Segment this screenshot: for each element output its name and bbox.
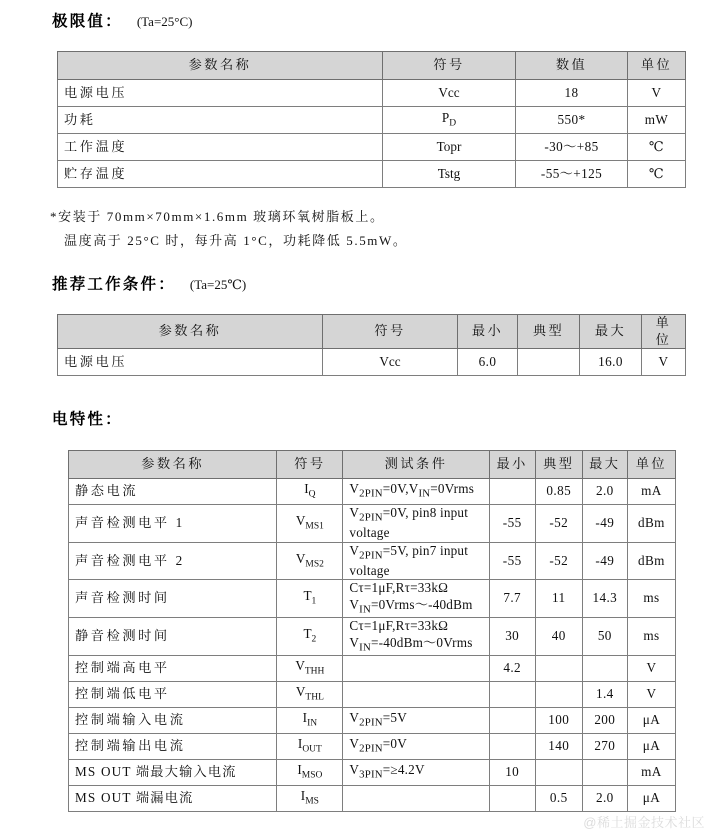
cell-test-condition: Cτ=1μF,Rτ=33kΩ $V_{IN}=0Vrms\sim-40dBm$ <box>343 580 489 618</box>
cell-min: 30 <box>489 618 535 656</box>
cell-symbol: Vcc <box>383 80 516 107</box>
cell-parameter: 静音检测时间 <box>69 618 277 656</box>
cell-min <box>489 785 535 811</box>
limits-table <box>57 51 686 188</box>
footnote-1: *安装于 70mm×70mm×1.6mm 玻璃环氧树脂板上。 <box>50 209 385 224</box>
electrical-characteristics-table <box>68 450 676 812</box>
cell-test-condition: Cτ=1μF,Rτ=33kΩ $V_{IN}=-40dBm\sim 0Vrms$ <box>343 618 489 656</box>
cell-unit: dBm <box>627 505 675 543</box>
cell-value: -55～+125 <box>516 161 628 188</box>
column-header-min: 最小 <box>458 315 518 349</box>
cell-unit: μA <box>627 785 675 811</box>
cell-max: -49 <box>582 542 627 580</box>
column-header-symbol: 符号 <box>323 315 458 349</box>
column-header-parameter: 参数名称 <box>69 451 277 479</box>
recommended-conditions-table <box>57 314 686 376</box>
cell-typ: -52 <box>535 542 582 580</box>
cell-typ: 100 <box>535 707 582 733</box>
table-row <box>69 542 676 580</box>
cell-unit: dBm <box>627 542 675 580</box>
section-heading-recommended <box>52 272 246 294</box>
cell-unit: ℃ <box>628 161 686 188</box>
cell-parameter: 声音检测电平 2 <box>69 542 277 580</box>
cell-symbol: $I_Q$ <box>277 479 343 505</box>
table-row <box>69 655 676 681</box>
cell-min <box>489 707 535 733</box>
table-header-row <box>58 315 686 349</box>
cell-typ: 40 <box>535 618 582 656</box>
cell-max: 14.3 <box>582 580 627 618</box>
cell-symbol: $I_{IN}$ <box>277 707 343 733</box>
cell-max: 1.4 <box>582 681 627 707</box>
cell-typ: 0.5 <box>535 785 582 811</box>
column-header-max: 最大 <box>580 315 642 349</box>
cell-symbol: $T_1$ <box>277 580 343 618</box>
cell-symbol: $T_2$ <box>277 618 343 656</box>
limits-footnotes <box>50 205 407 253</box>
table-row <box>58 80 686 107</box>
table-row <box>69 580 676 618</box>
column-header-parameter: 参数名称 <box>58 315 323 349</box>
cell-min: -55 <box>489 542 535 580</box>
table-row <box>69 505 676 543</box>
cell-symbol: $I_{MSO}$ <box>277 759 343 785</box>
column-header-typ: 典型 <box>518 315 580 349</box>
table-header-row <box>69 451 676 479</box>
cell-parameter: 电源电压 <box>58 349 323 376</box>
watermark: @稀土掘金技术社区 <box>583 815 705 830</box>
cell-test-condition <box>343 681 489 707</box>
column-header-symbol: 符号 <box>383 52 516 80</box>
cell-max <box>582 655 627 681</box>
footnote-2: 温度高于 25°C 时，每升高 1°C，功耗降低 5.5mW。 <box>64 233 408 249</box>
cell-max: 2.0 <box>582 479 627 505</box>
cell-min <box>489 681 535 707</box>
cell-test-condition <box>343 785 489 811</box>
table-row <box>69 733 676 759</box>
column-header-max: 最大 <box>582 451 627 479</box>
cell-unit: μA <box>627 707 675 733</box>
cell-min: 7.7 <box>489 580 535 618</box>
cell-symbol: $I_{MS}$ <box>277 785 343 811</box>
cell-value: 18 <box>516 80 628 107</box>
cell-unit: mA <box>627 479 675 505</box>
cell-min: 4.2 <box>489 655 535 681</box>
cell-test-condition: $V_{2PIN}=0V$ <box>343 733 489 759</box>
cell-parameter: 声音检测电平 1 <box>69 505 277 543</box>
cell-parameter: 工作温度 <box>58 134 383 161</box>
column-header-unit: 单位 <box>627 451 675 479</box>
table-row <box>58 134 686 161</box>
table-row <box>58 349 686 376</box>
cell-parameter: 控制端高电平 <box>69 655 277 681</box>
cell-unit: μA <box>627 733 675 759</box>
cell-parameter: 电源电压 <box>58 80 383 107</box>
cell-symbol: Tstg <box>383 161 516 188</box>
cell-unit: ms <box>627 618 675 656</box>
cell-max: 270 <box>582 733 627 759</box>
cell-typ: 11 <box>535 580 582 618</box>
cell-value: -30～+85 <box>516 134 628 161</box>
cell-test-condition: $V_{3PIN}=\ge 4.2V$ <box>343 759 489 785</box>
cell-test-condition <box>343 655 489 681</box>
table-row <box>69 479 676 505</box>
column-header-symbol: 符号 <box>277 451 343 479</box>
table-row <box>58 107 686 134</box>
table-row <box>69 618 676 656</box>
cell-typ <box>535 759 582 785</box>
cell-parameter: MS OUT 端最大输入电流 <box>69 759 277 785</box>
table-row <box>69 681 676 707</box>
cell-symbol: Topr <box>383 134 516 161</box>
table-row <box>69 759 676 785</box>
cell-unit: V <box>642 349 686 376</box>
cell-parameter: 控制端输出电流 <box>69 733 277 759</box>
section-heading-limits <box>52 9 192 31</box>
cell-symbol: $V_{THH}$ <box>277 655 343 681</box>
column-header-unit: 单位 <box>642 315 686 349</box>
cell-typ: -52 <box>535 505 582 543</box>
cell-typ <box>535 655 582 681</box>
column-header-min: 最小 <box>489 451 535 479</box>
column-header-unit: 单位 <box>628 52 686 80</box>
cell-typ <box>518 349 580 376</box>
table-row <box>58 161 686 188</box>
table-row <box>69 785 676 811</box>
column-header-parameter: 参数名称 <box>58 52 383 80</box>
cell-max: 200 <box>582 707 627 733</box>
cell-min: -55 <box>489 505 535 543</box>
cell-parameter: MS OUT 端漏电流 <box>69 785 277 811</box>
cell-value: 550* <box>516 107 628 134</box>
cell-parameter: 贮存温度 <box>58 161 383 188</box>
cell-unit: mW <box>628 107 686 134</box>
cell-symbol: $V_{THL}$ <box>277 681 343 707</box>
cell-max: -49 <box>582 505 627 543</box>
section-condition-limits: (Ta=25°C) <box>136 14 193 29</box>
cell-test-condition: $V_{2PIN}=0V$, pin8 input voltage <box>343 505 489 543</box>
cell-unit: ℃ <box>628 134 686 161</box>
section-condition-recommended: (Ta=25℃) <box>189 277 247 292</box>
cell-unit: V <box>627 681 675 707</box>
cell-symbol: Vcc <box>323 349 458 376</box>
cell-parameter: 静态电流 <box>69 479 277 505</box>
cell-test-condition: $V_{2PIN}=5V$, pin7 input voltage <box>343 542 489 580</box>
column-header-test-condition: 测试条件 <box>343 451 489 479</box>
cell-unit: ms <box>627 580 675 618</box>
cell-typ <box>535 681 582 707</box>
cell-max: 2.0 <box>582 785 627 811</box>
section-title-electrical: 电特性： <box>52 411 123 428</box>
cell-symbol: $P_D$ <box>383 107 516 134</box>
section-title-recommended: 推荐工作条件： <box>52 276 176 293</box>
cell-test-condition: $V_{2PIN}=0V,V_{IN}=0Vrms$ <box>343 479 489 505</box>
column-header-value: 数值 <box>516 52 628 80</box>
cell-typ: 140 <box>535 733 582 759</box>
cell-parameter: 声音检测时间 <box>69 580 277 618</box>
cell-parameter: 功耗 <box>58 107 383 134</box>
cell-symbol: $V_{MS1}$ <box>277 505 343 543</box>
section-heading-electrical <box>52 407 123 429</box>
table-header-row <box>58 52 686 80</box>
cell-max: 16.0 <box>580 349 642 376</box>
cell-unit: V <box>628 80 686 107</box>
cell-parameter: 控制端低电平 <box>69 681 277 707</box>
cell-min: 6.0 <box>458 349 518 376</box>
cell-symbol: $V_{MS2}$ <box>277 542 343 580</box>
column-header-typ: 典型 <box>535 451 582 479</box>
cell-test-condition: $V_{2PIN}=5V$ <box>343 707 489 733</box>
cell-min <box>489 479 535 505</box>
cell-parameter: 控制端输入电流 <box>69 707 277 733</box>
cell-unit: mA <box>627 759 675 785</box>
cell-min: 10 <box>489 759 535 785</box>
cell-symbol: $I_{OUT}$ <box>277 733 343 759</box>
table-row <box>69 707 676 733</box>
cell-max: 50 <box>582 618 627 656</box>
cell-typ: 0.85 <box>535 479 582 505</box>
cell-min <box>489 733 535 759</box>
section-title-limits: 极限值： <box>52 13 123 30</box>
cell-max <box>582 759 627 785</box>
cell-unit: V <box>627 655 675 681</box>
